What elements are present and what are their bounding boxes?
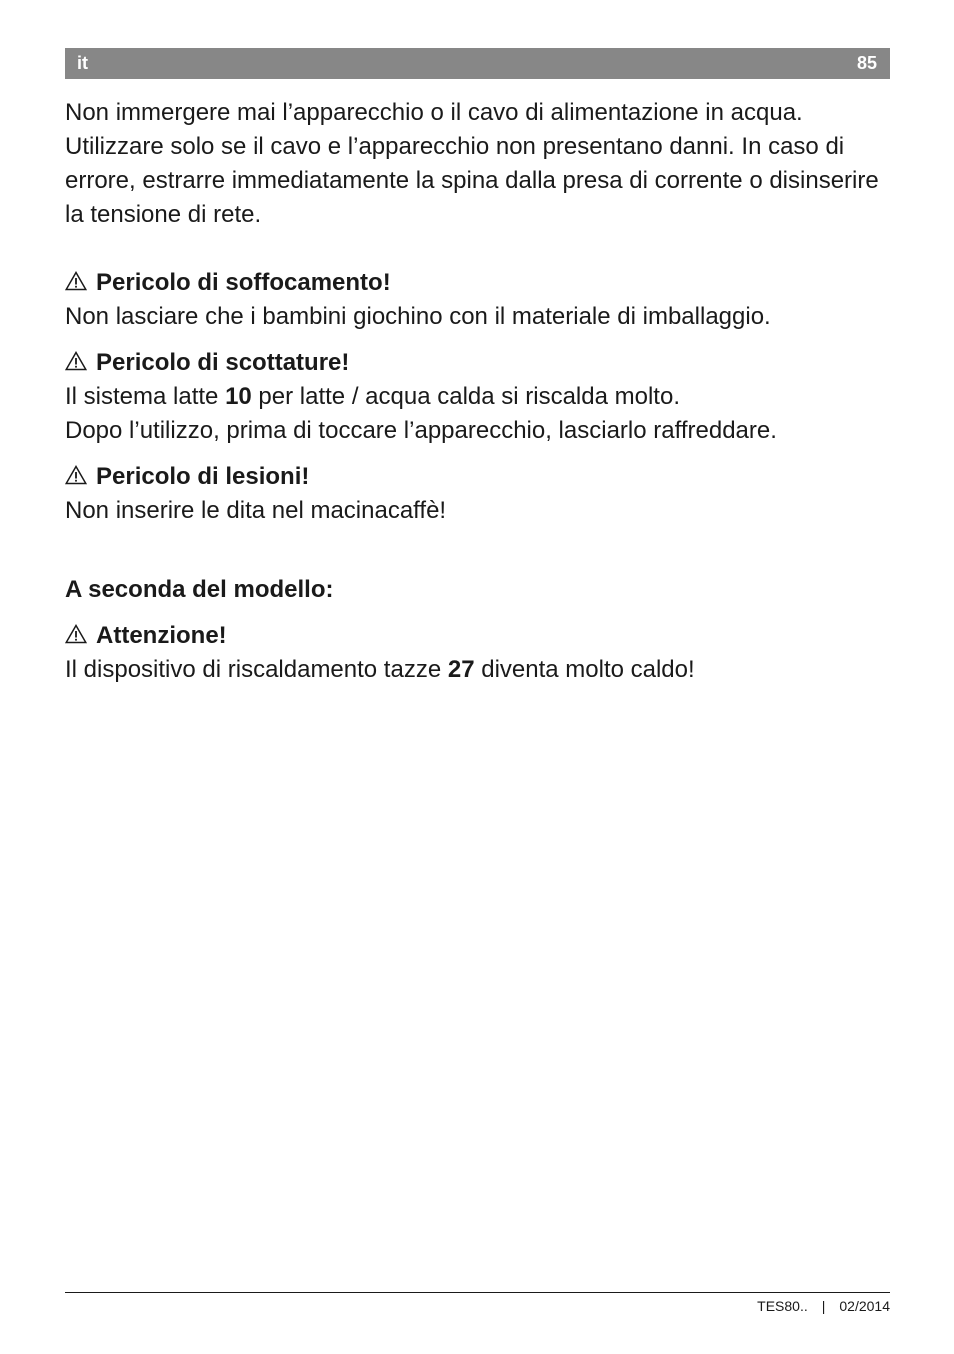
footer-date: 02/2014 (839, 1298, 890, 1314)
warning-triangle-icon (65, 465, 87, 485)
warning-text: Non lasciare che i bambini giochino con il materiale di imballaggio. (65, 303, 771, 330)
warning-title-text: Pericolo di soffocamento! (96, 269, 391, 296)
warning-text (65, 380, 895, 414)
warning-title (65, 266, 895, 300)
warning-title (65, 619, 895, 653)
footer-model: TES80.. (757, 1298, 808, 1314)
intro-paragraph: Non immergere mai l’apparecchio o il cavo di alimentazione in acqua. Utilizzare solo se il cavo e l’apparecchio non presentano danni. In caso di errore, estrarre immediatamente la spina dalla presa di corrente o disinserire la tensione di rete. (65, 99, 879, 228)
warning-text: Non inserire le dita nel macinacaffè! (65, 497, 447, 524)
warning-injury (65, 460, 895, 528)
footer-separator: | (821, 1298, 826, 1314)
warning-text-line2: Dopo l’utilizzo, prima di toccare l’apparecchio, lasciarlo raffreddare. (65, 417, 777, 444)
footer-divider (65, 1292, 890, 1293)
warning-title (65, 346, 895, 380)
model-section-title: A seconda del modello: (65, 576, 334, 603)
warning-text-post: per latte / acqua calda si riscalda molto. (251, 383, 680, 410)
warning-text-pre: Il sistema latte (65, 383, 226, 410)
warning-triangle-icon (65, 624, 87, 644)
warning-attention (65, 619, 895, 687)
page-header-bar (65, 48, 890, 79)
warning-text-post: diventa molto caldo! (474, 656, 695, 683)
warning-title (65, 460, 895, 494)
warning-title-text: Pericolo di scottature! (96, 349, 350, 376)
warning-triangle-icon (65, 351, 87, 371)
warning-title-text: Attenzione! (96, 622, 227, 649)
warning-suffocation (65, 266, 895, 334)
footer (757, 1298, 890, 1314)
warning-text (65, 653, 895, 687)
part-number-cup-warmer: 27 (447, 656, 475, 683)
warning-triangle-icon (65, 271, 87, 291)
part-number-milk-system: 10 (225, 383, 252, 410)
warning-title-text: Pericolo di lesioni! (96, 463, 310, 490)
warning-burns (65, 346, 895, 448)
warning-text-pre: Il dispositivo di riscaldamento tazze (65, 656, 448, 683)
page-content (65, 96, 895, 699)
page-number: 85 (856, 53, 877, 73)
language-code: it (77, 53, 88, 73)
